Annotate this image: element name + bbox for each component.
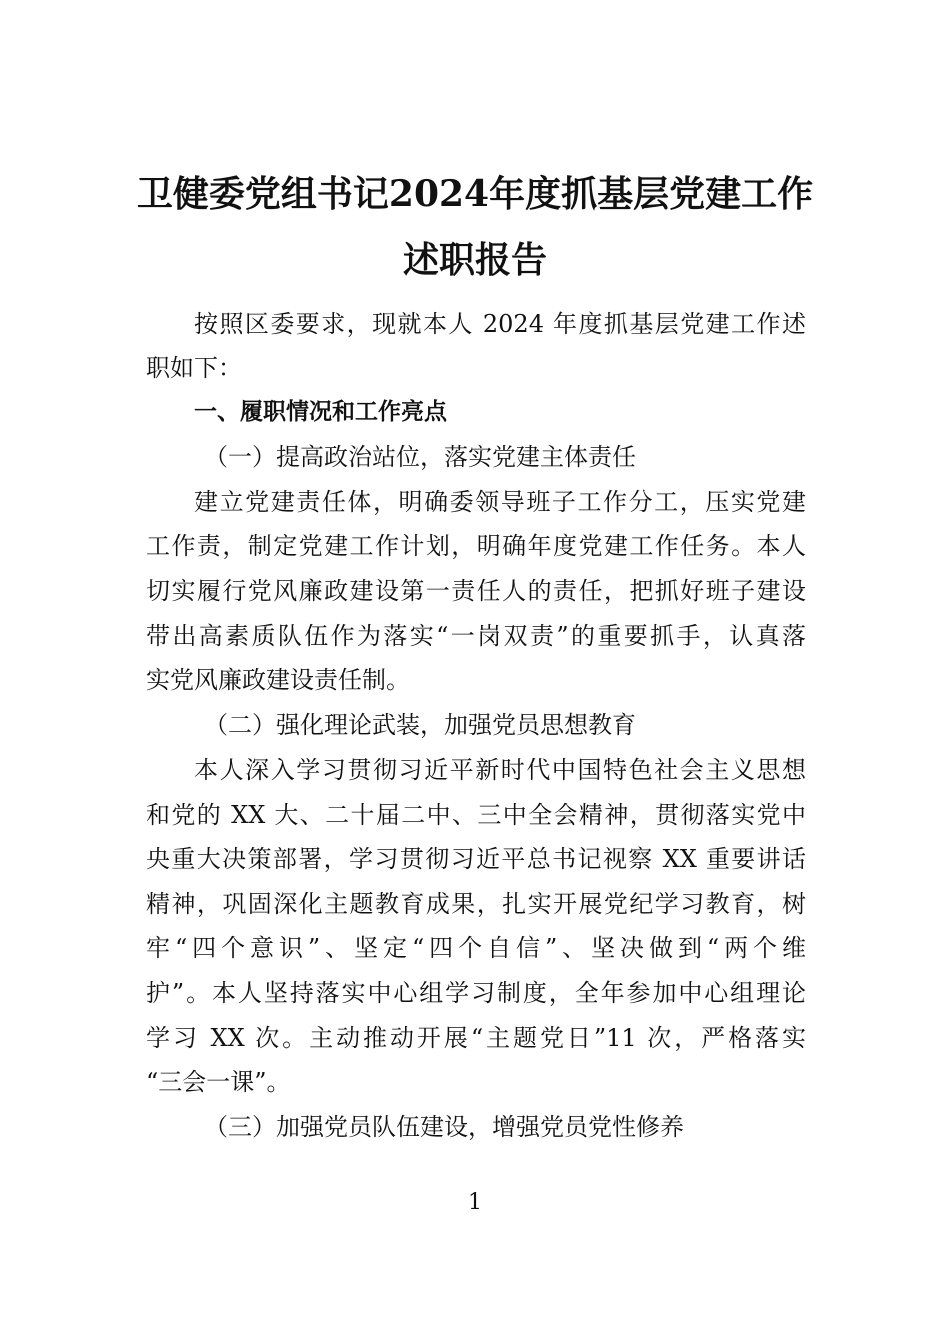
subsection-2-line-2: 和党的 XX 大、二十届二中、三中全会精神，贯彻落实党中 [146, 801, 806, 829]
subsection-1-line-2: 工作责，制定党建工作计划，明确年度党建工作任务。本人 [146, 532, 806, 560]
subsection-1-heading: （一）提高政治站位，落实党建主体责任 [204, 443, 636, 471]
subsection-2-line-4: 精神，巩固深化主题教育成果，扎实开展党纪学习教育，树 [146, 890, 806, 918]
document-title-line-1: 卫健委党组书记2024年度抓基层党建工作 [136, 173, 814, 215]
subsection-3-heading: （三）加强党员队伍建设，增强党员党性修养 [204, 1113, 684, 1141]
subsection-2-line-8: “三会一课”。 [146, 1068, 291, 1096]
intro-line-2: 职如下： [146, 354, 242, 382]
subsection-2-line-7: 学习 XX 次。主动推动开展“主题党日”11 次，严格落实 [146, 1024, 806, 1052]
subsection-1-line-3: 切实履行党风廉政建设第一责任人的责任，把抓好班子建设 [146, 577, 806, 605]
subsection-2-line-6: 护”。本人坚持落实中心组学习制度，全年参加中心组理论 [146, 979, 806, 1007]
subsection-1-line-1: 建立党建责任体，明确委领导班子工作分工，压实党建 [194, 488, 806, 516]
document-title-line-2: 述职报告 [402, 239, 547, 281]
subsection-2-line-1: 本人深入学习贯彻习近平新时代中国特色社会主义思想 [194, 756, 806, 784]
subsection-1-line-4: 带出高素质队伍作为落实“一岗双责”的重要抓手，认真落 [146, 622, 806, 650]
subsection-1-line-5: 实党风廉政建设责任制。 [146, 666, 410, 694]
subsection-2-line-5: 牢“四个意识”、坚定“四个自信”、坚决做到“两个维 [146, 934, 806, 962]
intro-line-1: 按照区委要求，现就本人 2024 年度抓基层党建工作述 [194, 310, 806, 338]
page-number: 1 [468, 1190, 482, 1215]
section-1-heading: 一、履职情况和工作亮点 [194, 399, 447, 425]
subsection-2-line-3: 央重大决策部署，学习贯彻习近平总书记视察 XX 重要讲话 [146, 845, 806, 873]
subsection-2-heading: （二）强化理论武装，加强党员思想教育 [204, 711, 636, 739]
